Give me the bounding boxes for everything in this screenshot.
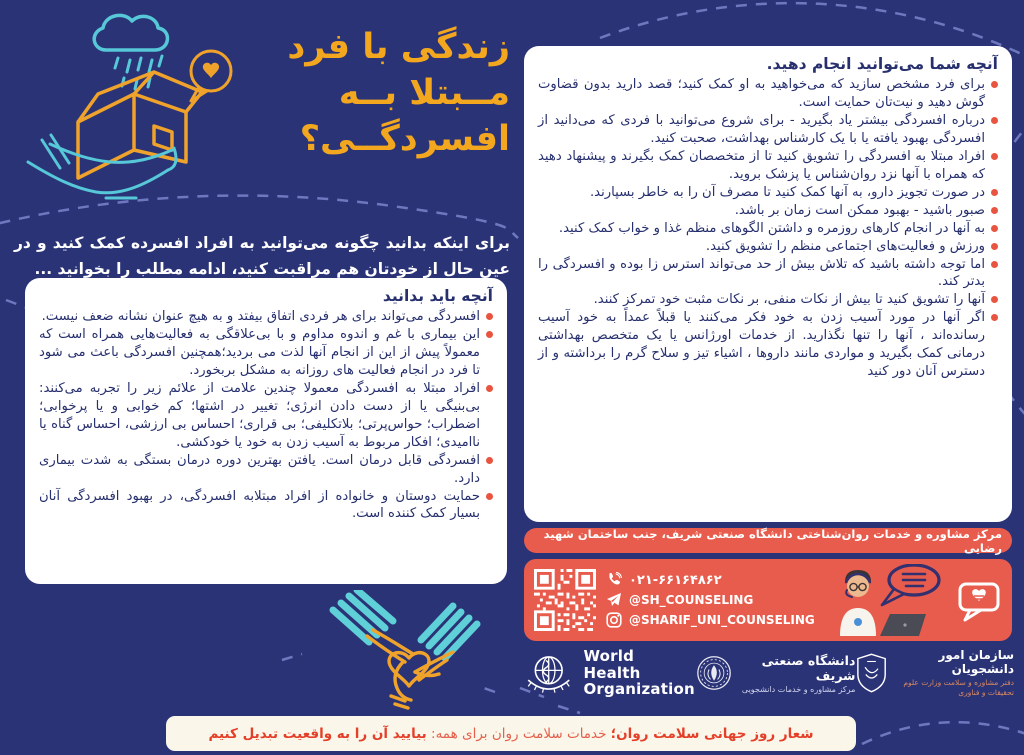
intro-paragraph: برای اینکه بدانید چگونه می‌توانید به افراد افسرده کمک کنید و در عین حال از خودتان هم مراقبت کنید، ادامه مطلب را بخوانید ... [14, 233, 510, 278]
telegram-handle: @SH_COUNSELING [629, 593, 754, 607]
bullet-dot-icon [991, 153, 998, 160]
know-box-heading: آنچه باید بدانید [382, 287, 493, 305]
sharif-logo-group [695, 650, 855, 696]
contact-box [524, 559, 1012, 641]
instagram-row [606, 612, 815, 628]
bullet-item [538, 309, 998, 381]
who-line-2: Organization [583, 680, 695, 699]
do-box [524, 46, 1012, 522]
bullet-dot-icon [486, 385, 493, 392]
hands-heart-illustration [303, 590, 517, 718]
bullet-dot-icon [991, 207, 998, 214]
who-line-1: World Health [583, 646, 641, 682]
bullet-item [538, 238, 998, 256]
bullet-dot-icon [991, 225, 998, 232]
counselor-with-laptop-illustration [828, 564, 946, 636]
bullet-text: آنها را تشویق کنید تا بیش از نکات منفی، بر نکات مثبت خود تمرکز کنند. [593, 292, 985, 308]
counseling-center-banner: مرکز مشاوره و خدمات روان‌شناختی دانشگاه صنعتی شریف، جنب ساختمان شهید رضایی [524, 528, 1012, 553]
bullet-text: افسردگی می‌تواند برای هر فردی اتفاق بیفتد و به هیچ عنوان نشانه ضعف نیست. [41, 309, 480, 324]
title-line-2: مــبتلا بــه [338, 73, 510, 114]
bullet-dot-icon [991, 261, 998, 268]
footer-logos [522, 646, 1014, 700]
bullet-dot-icon [991, 117, 998, 124]
org-title: سازمان امور دانشجویان [938, 647, 1014, 676]
bullet-text: ورزش و فعالیت‌های اجتماعی منظم را تشویق کنید. [705, 238, 985, 254]
bullet-text: این بیماری با غم و اندوه مداوم و با بی‌علاقگی به فعالیت‌هایی همراه است که معمولاً پیش از این از انجام آنها لذت می بردید؛همچنین افسردگی باعث می شود تا فرد در انجام فعالیت های روزانه به مشکل بربخورد. [39, 326, 480, 378]
contact-rows [606, 572, 815, 628]
slogan-bar [166, 716, 856, 751]
bullet-item [538, 76, 998, 112]
student-affairs-logo-group [855, 648, 1014, 698]
telegram-icon [606, 592, 622, 608]
sharif-university-logo-icon [695, 650, 733, 696]
slogan-middle: خدمات سلامت روان برای همه: [426, 725, 611, 742]
do-box-heading: آنچه شما می‌توانید انجام دهید. [766, 55, 998, 73]
right-sleeve-icon [421, 606, 477, 658]
bullet-dot-icon [991, 314, 998, 321]
bullet-text: حمایت دوستان و خانواده از افراد مبتلابه افسردگی، در بهبود افسردگی آنان بسیار کمک کننده است. [39, 488, 480, 522]
who-logo-icon [522, 646, 575, 700]
who-logo-group [522, 646, 695, 700]
bullet-dot-icon [486, 493, 493, 500]
do-box-list [538, 76, 998, 381]
counselor-illustration-wrap [828, 564, 946, 636]
phone-icon [606, 572, 622, 588]
bullet-item [538, 184, 998, 202]
bullet-dot-icon [991, 81, 998, 88]
bullet-dot-icon [486, 313, 493, 320]
bullet-item [39, 308, 493, 326]
page-title [256, 24, 510, 163]
who-logo-text [583, 648, 695, 698]
rain-cloud-icon [94, 15, 167, 50]
bullet-item [538, 220, 998, 238]
bullet-dot-icon [486, 457, 493, 464]
instagram-handle: @SHARIF_UNI_COUNSELING [629, 613, 815, 627]
sharif-subtitle: مرکز مشاوره و خدمات دانشجویی [741, 684, 856, 694]
sharif-title: دانشگاه صنعتی شریف [761, 652, 856, 683]
bullet-item [39, 326, 493, 380]
chat-heart-icon [956, 577, 1002, 623]
org-subtitle-line-2: تحقیقات و فناوری [958, 688, 1014, 697]
telegram-row [606, 592, 815, 608]
bullet-text: در صورت تجویز دارو، به آنها کمک کنید تا مصرف آن را به خاطر بسپارند. [589, 184, 985, 200]
bullet-text: افسردگی قابل درمان است. یافتن بهترین دوره درمان بستگی به شدت بیماری دارد. [39, 452, 480, 486]
slogan-bold-tail: بیایید آن را به واقعیت تبدیل کنیم [208, 725, 427, 742]
org-subtitle-line-1: دفتر مشاوره و سلامت وزارت علوم [903, 677, 1014, 687]
bullet-item [39, 380, 493, 452]
title-line-1: زندگی با فرد [287, 27, 510, 67]
qr-code [534, 569, 596, 631]
bullet-text: اگر آنها در مورد آسیب زدن به خود فکر می‌کنند یا قبلاً عمداً به خود آسیب رسانده‌اند ، آنها را تنها نگذارید. از خدمات اورژانس یا یک متخصص بهداشتی درمانی کمک بگیرید و مواردی مانند داروها ، اشیاء تیز و سلاح گرم را برداشته و از دسترس آنان دور کنید [538, 310, 985, 380]
bullet-text: برای فرد مشخص سازید که می‌خواهید به او کمک کنید؛ قصد دارید بدون قضاوت گوش دهید و نیت‌تان حمایت است. [538, 77, 985, 110]
bullet-dot-icon [991, 189, 998, 196]
know-box [25, 278, 507, 584]
instagram-icon [606, 612, 622, 628]
heart-speech-bubble-icon [191, 51, 231, 101]
bullet-item [538, 112, 998, 148]
bullet-item [538, 256, 998, 292]
bullet-item [538, 202, 998, 220]
bullet-text: افراد مبتلا به افسردگی معمولا چندین علامت از علائم زیر را تجربه می‌کنند: بی‌بنیگی یا از دست دادن انرژی؛ تغییر در اشتها؛ کم خوابی و یا پرخوابی؛ اضطراب؛ حواس‌پرتی؛ بلاتکلیفی؛ بی قراری؛ احساس بی ارزشی، احساس گناه یا ناامیدی؛ افکار مربوط به آسیب زدن به خود یا خودکشی. [39, 380, 480, 450]
slogan-bold-lead: شعار روز جهانی سلامت روان؛ [610, 725, 814, 742]
sharif-logo-text [741, 653, 855, 694]
bullet-item [538, 148, 998, 184]
phone-row [606, 572, 815, 588]
bullet-text: اما توجه داشته باشید که تلاش بیش از حد می‌تواند استرس زا بوده و افسردگی را بدتر کند. [538, 256, 985, 290]
phone-number: ۰۲۱-۶۶۱۶۴۸۶۲ [629, 572, 722, 588]
house-icon [78, 72, 202, 178]
bullet-dot-icon [486, 331, 493, 338]
bullet-text: به آنها در انجام کارهای روزمره و داشتن الگوهای منظم غذا و خواب کمک کنید. [558, 220, 985, 236]
left-sleeve-icon [333, 590, 393, 642]
org-subtitle [896, 678, 1014, 698]
know-box-list [39, 308, 493, 523]
bullet-item [39, 452, 493, 488]
bullet-dot-icon [991, 296, 998, 303]
student-affairs-text [896, 648, 1014, 698]
bullet-text: درباره افسردگی بیشتر یاد بگیرید - برای شروع می‌توانید با فردی که می‌دانید از افسردگی بهبود یافته یا با یک کارشناس بهداشت، صحبت کنید. [538, 112, 985, 146]
bullet-dot-icon [991, 243, 998, 250]
title-line-3: افسردگــی؟ [299, 119, 510, 160]
hand-holding-house-illustration [14, 8, 254, 204]
bullet-item [538, 291, 998, 309]
student-affairs-logo-icon [855, 648, 888, 698]
bullet-text: صبور باشید - بهبود ممکن است زمان بر باشد. [734, 202, 985, 218]
bullet-item [39, 488, 493, 524]
bullet-text: افراد مبتلا به افسردگی را تشویق کنید تا از متخصصان کمک بگیرند و پیشنهاد دهید که همراه با آنها نزد روان‌شناس یا پزشک بروید. [538, 148, 985, 182]
